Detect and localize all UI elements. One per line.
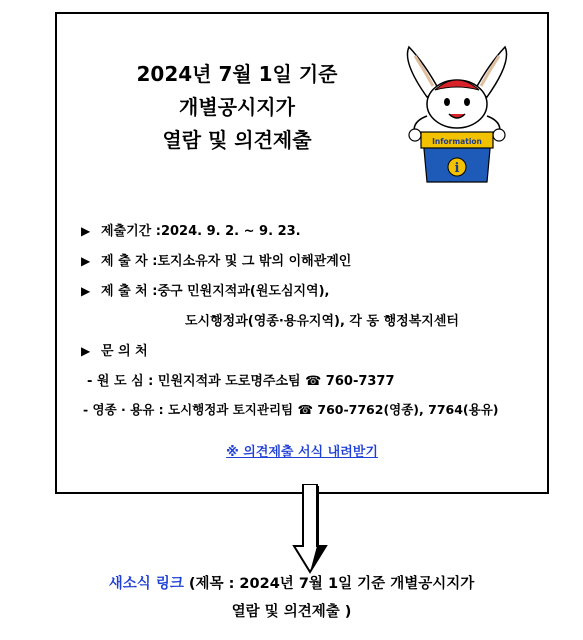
row-value: 2024. 9. 2. ~ 9. 23. (160, 224, 301, 239)
info-row-destination (81, 280, 330, 299)
notice-title (77, 58, 397, 157)
mascot-badge-text: Information (432, 137, 482, 146)
notice-box (55, 12, 549, 494)
bullet-icon: ▶ (81, 224, 91, 238)
bullet-icon: ▶ (81, 254, 91, 268)
contact-row-downtown (87, 370, 395, 389)
bullet-icon: ▶ (81, 284, 91, 298)
information-mascot-icon (397, 42, 517, 192)
svg-text:i: i (454, 161, 460, 176)
row-label: 제 출 자 : (101, 254, 158, 269)
contact-text: - 영종 · 용유 : 도시행정과 토지관리팀 ☎ 760-7762(영종), 7764(용유) (83, 402, 499, 417)
info-row-destination-cont (185, 310, 459, 329)
title-line: 열람 및 의견제출 (162, 128, 312, 152)
info-row-contact-heading (81, 340, 148, 359)
row-value: 토지소유자 및 그 밖의 이해관계인 (157, 254, 352, 269)
contact-row-yeongjong (83, 400, 498, 418)
info-row-period (81, 220, 301, 239)
download-form-link[interactable]: ※ 의견제출 서식 내려받기 (226, 445, 378, 460)
news-link-caption (0, 570, 583, 626)
title-line: 2024년 7월 1일 기준 (136, 62, 338, 86)
row-value: 도시행정과(영종·용유지역), 각 동 행정복지센터 (185, 314, 459, 329)
news-title-line2: 열람 및 의견제출 ) (231, 604, 352, 620)
row-label: 문 의 처 (101, 344, 148, 359)
row-label: 제 출 처 : (101, 284, 158, 299)
down-arrow-icon (290, 484, 330, 574)
info-row-submitter (81, 250, 351, 269)
news-link-label[interactable]: 새소식 링크 (108, 576, 184, 592)
news-title-line1: (제목 : 2024년 7월 1일 기준 개별공시지가 (183, 576, 475, 592)
row-value: 중구 민원지적과(원도심지역), (157, 284, 330, 299)
bullet-icon: ▶ (81, 344, 91, 358)
title-line: 개별공시지가 (179, 95, 295, 119)
contact-text: - 원 도 심 : 민원지적과 도로명주소팀 ☎ 760-7377 (87, 374, 395, 389)
row-label: 제출기간 : (101, 224, 161, 239)
